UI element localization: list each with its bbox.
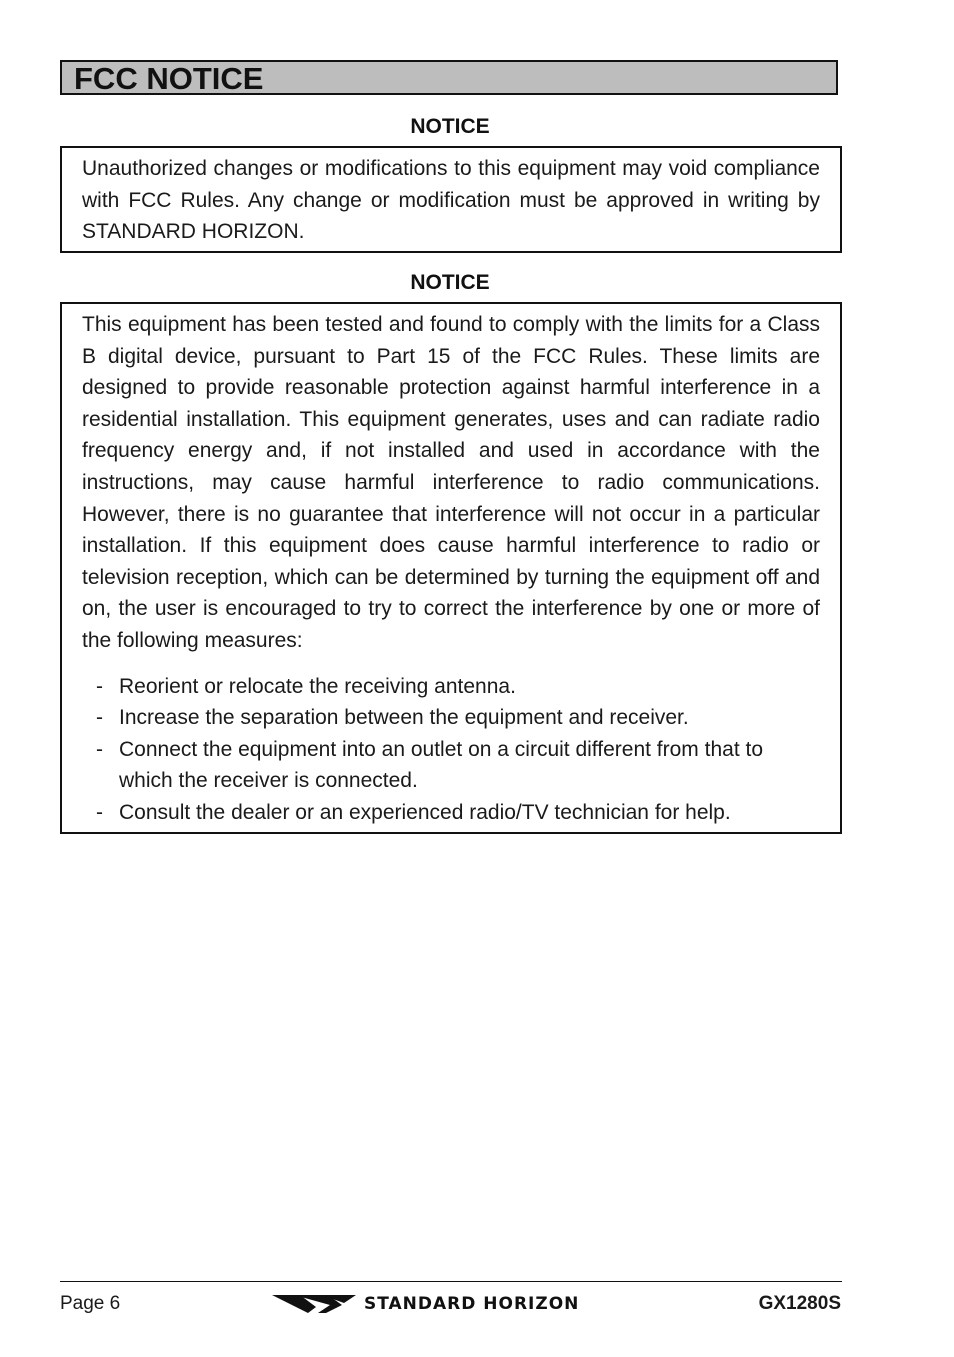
brand-mark-icon — [272, 1291, 356, 1317]
list-dash: - — [96, 737, 103, 761]
list-dash: - — [96, 674, 103, 698]
list-item: - Reorient or relocate the receiving antenna. — [82, 671, 820, 703]
notice-heading-2: NOTICE — [410, 271, 490, 294]
notice-box-1 — [60, 146, 842, 253]
list-item: - Consult the dealer or an experienced radio/TV technician for help. — [82, 797, 820, 829]
list-dash: - — [96, 706, 103, 730]
list-dash: - — [96, 800, 103, 824]
list-item: - Increase the separation between the equipment and receiver. — [82, 702, 820, 734]
notice-text-2: This equipment has been tested and found to comply with the limits for a Class B digital device, pursuant to Part 15 of the FCC Rules. These limits are designed to provide reasonable protection against harmful interference in a residential installation. This equipment generates, uses and can radiate radio frequency energy and, if not installed and used in accordance with the instructions, may cause harmful interference to radio communications. However, there is no guarantee that interference will not occur in a particular installation. If this equipment does cause harmful interference to radio or television reception, which can be determined by turning the equipment off and on, the user is encouraged to try to correct the interference by one or more of the following measures: — [82, 313, 820, 652]
page-number: Page 6 — [60, 1293, 121, 1314]
list-item: - Connect the equipment into an outlet on a circuit different from that to which the receiver is connected. — [82, 734, 820, 797]
brand-name: STANDARD HORIZON — [364, 1294, 580, 1314]
measures-list — [82, 671, 820, 829]
model-number: GX1280S — [758, 1293, 841, 1314]
footer-divider — [60, 1281, 842, 1282]
notice-box-2 — [60, 302, 842, 834]
page-title: FCC NOTICE — [60, 60, 838, 95]
notice-text-1: Unauthorized changes or modifications to this equipment may void compliance with FCC Rules. Any change or modification must be approved in writing by STANDARD HORIZON. — [82, 157, 820, 244]
brand-logo — [272, 1290, 579, 1318]
notice-heading-1: NOTICE — [410, 115, 490, 138]
